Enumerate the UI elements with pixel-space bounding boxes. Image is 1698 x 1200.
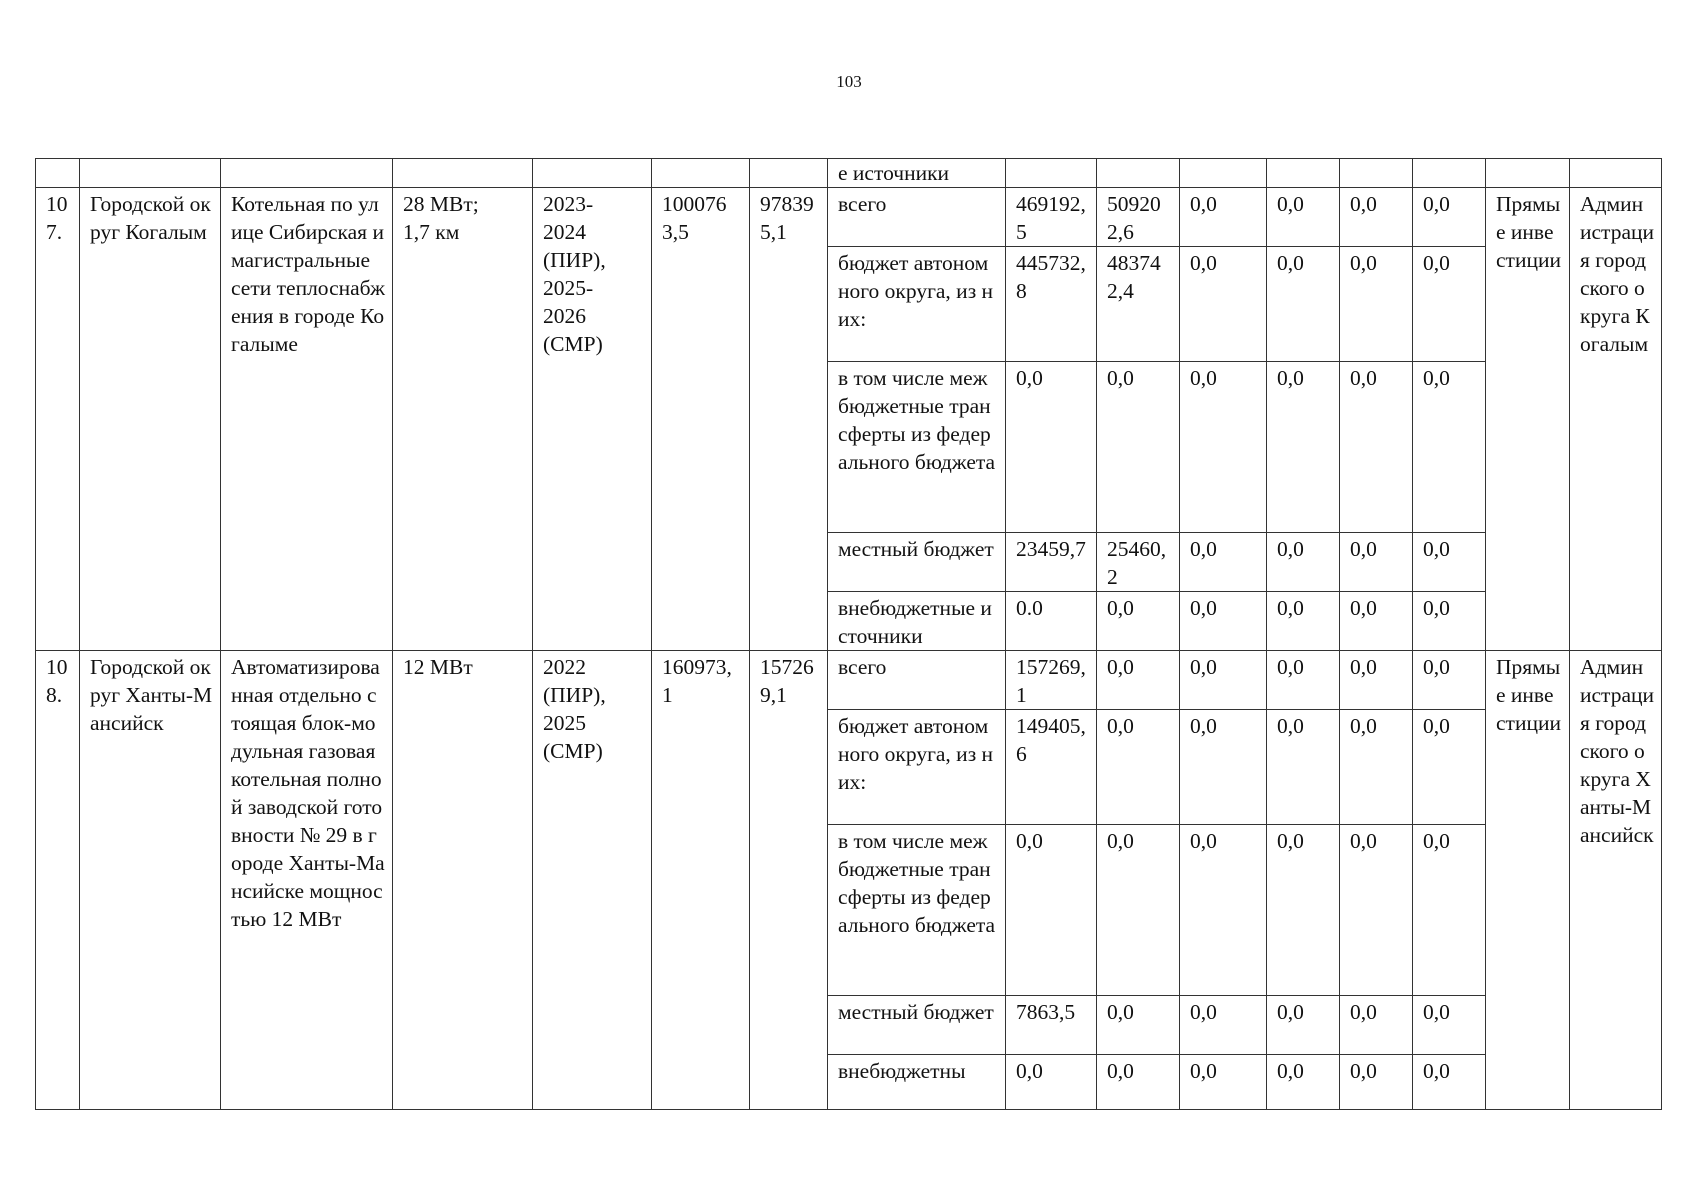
cell-empty (652, 159, 750, 188)
funding-value: 0,0 (1180, 996, 1267, 1055)
cell-empty (750, 159, 828, 188)
funding-value: 0,0 (1180, 710, 1267, 825)
funding-source-cell: е источники (828, 159, 1006, 188)
funding-value: 149405,6 (1006, 710, 1097, 825)
total-cost: 1000763,5 (652, 188, 750, 651)
cell-empty (1006, 159, 1097, 188)
cell-empty (1413, 159, 1486, 188)
funding-value: 0,0 (1267, 247, 1340, 362)
funding-value: 0,0 (1097, 1055, 1180, 1110)
funding-value: 0,0 (1340, 362, 1413, 533)
funding-value: 0,0 (1413, 533, 1486, 592)
page-number: 103 (836, 72, 862, 91)
funding-value: 0,0 (1267, 1055, 1340, 1110)
cell-empty (80, 159, 221, 188)
funding-value: 0,0 (1340, 825, 1413, 996)
funding-row (36, 651, 1662, 710)
funding-value: 0,0 (1413, 996, 1486, 1055)
remaining-cost: 157269,1 (750, 651, 828, 1110)
funding-value: 0,0 (1267, 188, 1340, 247)
funding-value: 0,0 (1006, 362, 1097, 533)
cell-empty (1486, 159, 1570, 188)
funding-value: 0,0 (1180, 362, 1267, 533)
funding-value: 0.0 (1006, 592, 1097, 651)
cell-empty (1340, 159, 1413, 188)
municipality: Городской округ Когалым (80, 188, 221, 651)
funding-source: в том числе межбюджетные трансферты из федерального бюджета (828, 362, 1006, 533)
cell-empty (36, 159, 80, 188)
funding-value: 0,0 (1097, 362, 1180, 533)
capacity: 12 МВт (393, 651, 533, 1110)
funding-value: 0,0 (1097, 710, 1180, 825)
funding-value: 0,0 (1413, 651, 1486, 710)
funding-value: 0,0 (1180, 592, 1267, 651)
funding-source: в том числе межбюджетные трансферты из федерального бюджета (828, 825, 1006, 996)
funding-value: 0,0 (1340, 188, 1413, 247)
funding-source: местный бюджет (828, 996, 1006, 1055)
funding-value: 0,0 (1267, 996, 1340, 1055)
funding-value: 0,0 (1340, 247, 1413, 362)
municipality: Городской округ Ханты-Мансийск (80, 651, 221, 1110)
funding-value: 0,0 (1413, 362, 1486, 533)
funding-value: 0,0 (1006, 825, 1097, 996)
funding-value: 0,0 (1340, 996, 1413, 1055)
object-name: Котельная по улице Сибирская и магистральные сети теплоснабжения в городе Когалыме (221, 188, 393, 651)
continuation-row (36, 159, 1662, 188)
row-number: 108. (36, 651, 80, 1110)
funding-value: 0,0 (1413, 592, 1486, 651)
funding-value: 0,0 (1340, 651, 1413, 710)
funding-value: 0,0 (1340, 1055, 1413, 1110)
funding-value: 23459,7 (1006, 533, 1097, 592)
funding-source: местный бюджет (828, 533, 1006, 592)
funding-value: 0,0 (1097, 996, 1180, 1055)
funding-value: 0,0 (1413, 710, 1486, 825)
funding-source: внебюджетные источники (828, 592, 1006, 651)
funding-value: 0,0 (1180, 1055, 1267, 1110)
projects-body (36, 188, 1662, 1110)
responsible-executor: Администрация городского округа Когалым (1570, 188, 1662, 651)
cell-empty (1570, 159, 1662, 188)
investment-table (35, 158, 1662, 1110)
funding-value: 509202,6 (1097, 188, 1180, 247)
implementation-mechanism: Прямые инвестиции (1486, 651, 1570, 1110)
funding-value: 157269,1 (1006, 651, 1097, 710)
implementation-mechanism: Прямые инвестиции (1486, 188, 1570, 651)
funding-value: 0,0 (1340, 592, 1413, 651)
funding-value: 0,0 (1180, 651, 1267, 710)
funding-value: 0,0 (1097, 651, 1180, 710)
funding-source: всего (828, 188, 1006, 247)
funding-value: 0,0 (1413, 247, 1486, 362)
cell-empty (393, 159, 533, 188)
funding-source: всего (828, 651, 1006, 710)
funding-value: 0,0 (1267, 362, 1340, 533)
funding-value: 0,0 (1413, 825, 1486, 996)
funding-value: 0,0 (1180, 188, 1267, 247)
cell-empty (1267, 159, 1340, 188)
funding-source: бюджет автономного округа, из них: (828, 710, 1006, 825)
cell-empty (221, 159, 393, 188)
row-number: 107. (36, 188, 80, 651)
cell-empty (1180, 159, 1267, 188)
funding-value: 25460,2 (1097, 533, 1180, 592)
funding-value: 0,0 (1097, 592, 1180, 651)
funding-value: 0,0 (1413, 1055, 1486, 1110)
funding-value: 445732,8 (1006, 247, 1097, 362)
funding-value: 0,0 (1267, 592, 1340, 651)
funding-value: 0,0 (1267, 651, 1340, 710)
funding-row (36, 188, 1662, 247)
funding-value: 0,0 (1180, 825, 1267, 996)
implementation-period: 2023- 2024 (ПИР), 2025- 2026 (СМР) (533, 188, 652, 651)
responsible-executor: Администрация городского округа Ханты-Мансийск (1570, 651, 1662, 1110)
funding-value: 0,0 (1413, 188, 1486, 247)
funding-value: 0,0 (1340, 710, 1413, 825)
funding-value: 0,0 (1097, 825, 1180, 996)
capacity: 28 МВт; 1,7 км (393, 188, 533, 651)
cell-empty (1097, 159, 1180, 188)
funding-value: 0,0 (1180, 533, 1267, 592)
funding-value: 0,0 (1267, 825, 1340, 996)
funding-value: 0,0 (1267, 710, 1340, 825)
funding-value: 0,0 (1006, 1055, 1097, 1110)
total-cost: 160973,1 (652, 651, 750, 1110)
funding-value: 483742,4 (1097, 247, 1180, 362)
funding-value: 0,0 (1267, 533, 1340, 592)
remaining-cost: 978395,1 (750, 188, 828, 651)
funding-source: внебюджетны (828, 1055, 1006, 1110)
cell-empty (533, 159, 652, 188)
object-name: Автоматизированная отдельно стоящая блок-модульная газовая котельная полной заводской готовности № 29 в городе Ханты-Мансийске мощностью 12 МВт (221, 651, 393, 1110)
funding-value: 7863,5 (1006, 996, 1097, 1055)
funding-value: 0,0 (1180, 247, 1267, 362)
funding-source: бюджет автономного округа, из них: (828, 247, 1006, 362)
implementation-period: 2022 (ПИР), 2025 (СМР) (533, 651, 652, 1110)
funding-value: 0,0 (1340, 533, 1413, 592)
funding-value: 469192,5 (1006, 188, 1097, 247)
